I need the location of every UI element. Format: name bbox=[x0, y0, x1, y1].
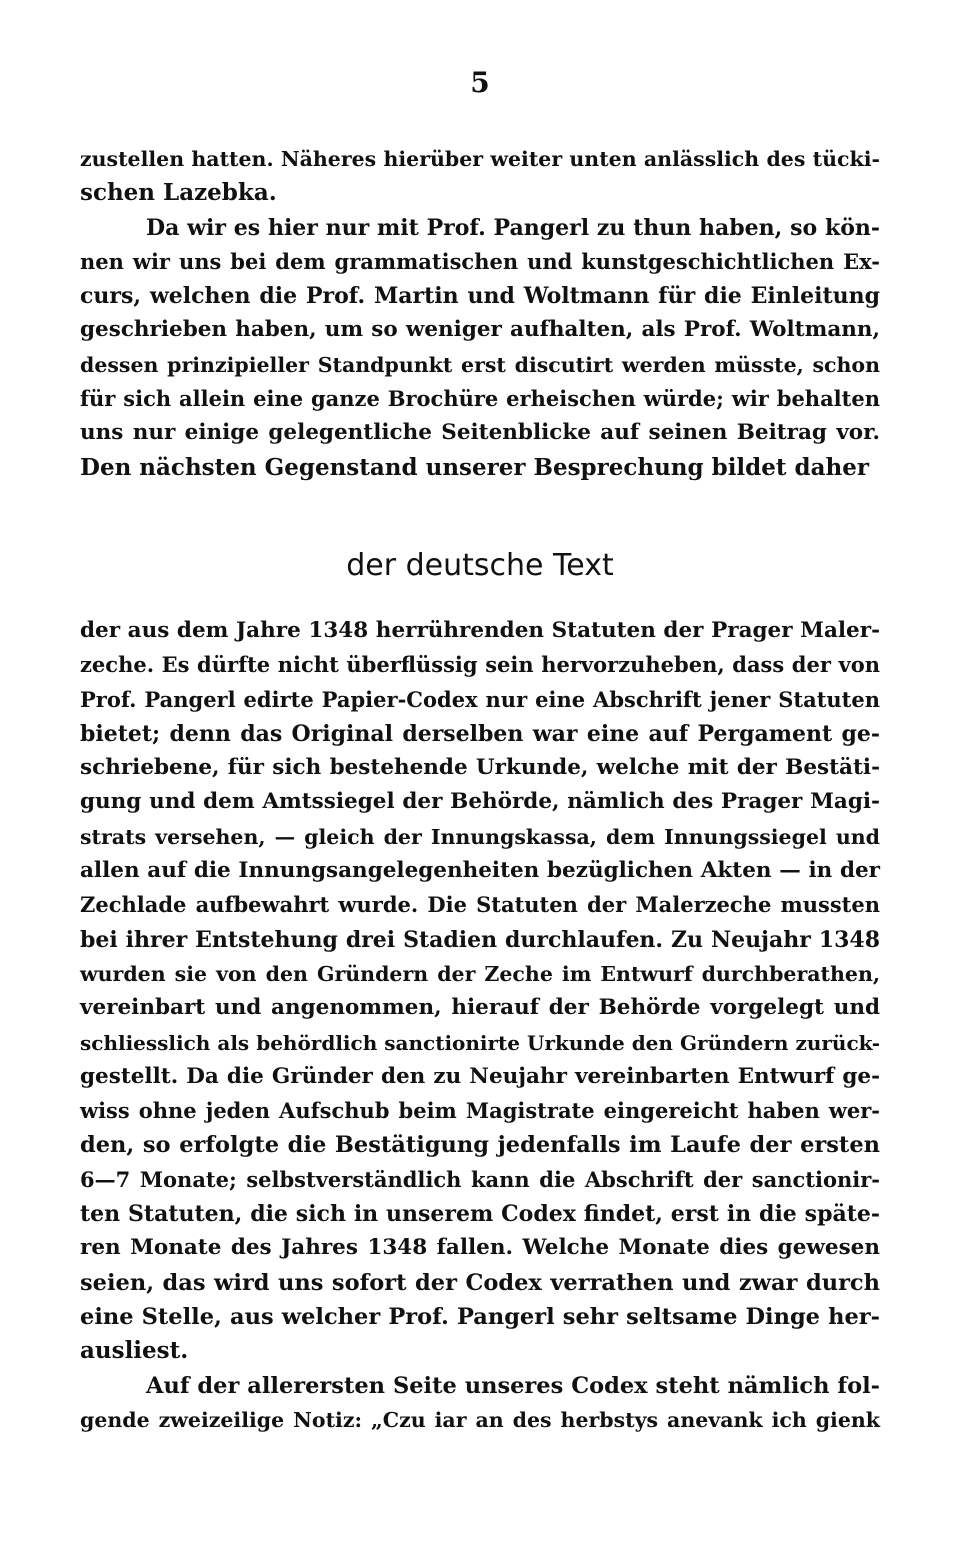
text-line: wurden sie von den Gründern der Zeche im Entwurf durchberathen, bbox=[80, 961, 880, 986]
text-line: schliesslich als behördlich sanctionirte Urkunde den Gründern zurück- bbox=[80, 1030, 880, 1055]
text-line: curs, welchen die Prof. Martin und Woltmann für die Einleitung bbox=[80, 283, 880, 310]
text-line: geschrieben haben, um so weniger aufhalten, als Prof. Woltmann, bbox=[80, 317, 880, 343]
text-line: schriebene, für sich bestehende Urkunde, welche mit der Bestäti- bbox=[80, 755, 880, 781]
text-line: vereinbart und angenommen, hierauf der Behörde vorgelegt und bbox=[80, 995, 880, 1021]
text-line: dessen prinzipieller Standpunkt erst discutirt werden müsste, schon bbox=[80, 352, 880, 377]
text-line: schen Lazebka. bbox=[80, 179, 277, 207]
page-number: 5 bbox=[470, 66, 490, 99]
text-line: Prof. Pangerl edirte Papier-Codex nur eine Abschrift jener Statuten bbox=[80, 686, 880, 712]
text-line: gung und dem Amtssiegel der Behörde, nämlich des Prager Magi- bbox=[80, 789, 880, 815]
text-line: ren Monate des Jahres 1348 fallen. Welche Monate dies gewesen bbox=[80, 1235, 880, 1261]
text-line: den, so erfolgte die Bestätigung jedenfalls im Laufe der ersten bbox=[80, 1132, 880, 1159]
paragraph bbox=[80, 211, 880, 485]
bottom-text-block bbox=[80, 614, 880, 1437]
text-line: Da wir es hier nur mit Prof. Pangerl zu thun haben, so kön- bbox=[146, 214, 880, 241]
paragraph bbox=[80, 142, 880, 211]
text-line: zeche. Es dürfte nicht überflüssig sein hervorzuheben, dass der von bbox=[80, 652, 880, 678]
text-line: für sich allein eine ganze Brochüre erheischen würde; wir behalten bbox=[80, 386, 880, 412]
text-line: allen auf die Innungsangelegenheiten bezüglichen Akten — in der bbox=[80, 858, 880, 884]
text-line: der aus dem Jahre 1348 herrührenden Statuten der Prager Maler- bbox=[80, 618, 880, 643]
text-line: bietet; denn das Original derselben war eine auf Pergament ge- bbox=[80, 720, 880, 747]
text-line: bei ihrer Entstehung drei Stadien durchlaufen. Zu Neujahr 1348 bbox=[80, 926, 880, 953]
top-text-block bbox=[80, 142, 880, 485]
text-line: uns nur einige gelegentliche Seitenblicke auf seinen Beitrag vor. bbox=[80, 420, 880, 446]
text-line: zustellen hatten. Näheres hierüber weiter unten anlässlich des tücki- bbox=[80, 147, 880, 171]
paragraph bbox=[80, 1369, 880, 1438]
text-line: wiss ohne jeden Aufschub beim Magistrate eingereicht haben wer- bbox=[80, 1098, 880, 1124]
text-line: nen wir uns bei dem grammatischen und kunstgeschichtlichen Ex- bbox=[80, 248, 880, 274]
text-line: gestellt. Da die Gründer den zu Neujahr vereinbarten Entwurf ge- bbox=[80, 1063, 880, 1089]
text-line: Den nächsten Gegenstand unserer Besprechung bildet daher bbox=[80, 453, 869, 481]
text-line: seien, das wird uns sofort der Codex verrathen und zwar durch bbox=[80, 1269, 880, 1296]
paragraph bbox=[80, 614, 880, 1369]
section-heading: der deutsche Text bbox=[346, 548, 614, 583]
text-line: ten Statuten, die sich in unserem Codex findet, erst in die späte- bbox=[80, 1201, 880, 1228]
text-line: ausliest. bbox=[80, 1337, 189, 1365]
text-line: eine Stelle, aus welcher Prof. Pangerl sehr seltsame Dinge her- bbox=[80, 1303, 880, 1330]
text-line: strats versehen, — gleich der Innungskassa, dem Innungssiegel und bbox=[80, 824, 880, 849]
text-line: 6—7 Monate; selbstverständlich kann die Abschrift der sanctionir- bbox=[80, 1166, 880, 1192]
text-line: gende zweizeilige Notiz: „Czu iar an des herbstys anevank ich gienk bbox=[80, 1407, 880, 1432]
text-line: Auf der allerersten Seite unseres Codex steht nämlich fol- bbox=[146, 1372, 880, 1399]
text-line: Zechlade aufbewahrt wurde. Die Statuten der Malerzeche mussten bbox=[80, 892, 880, 918]
